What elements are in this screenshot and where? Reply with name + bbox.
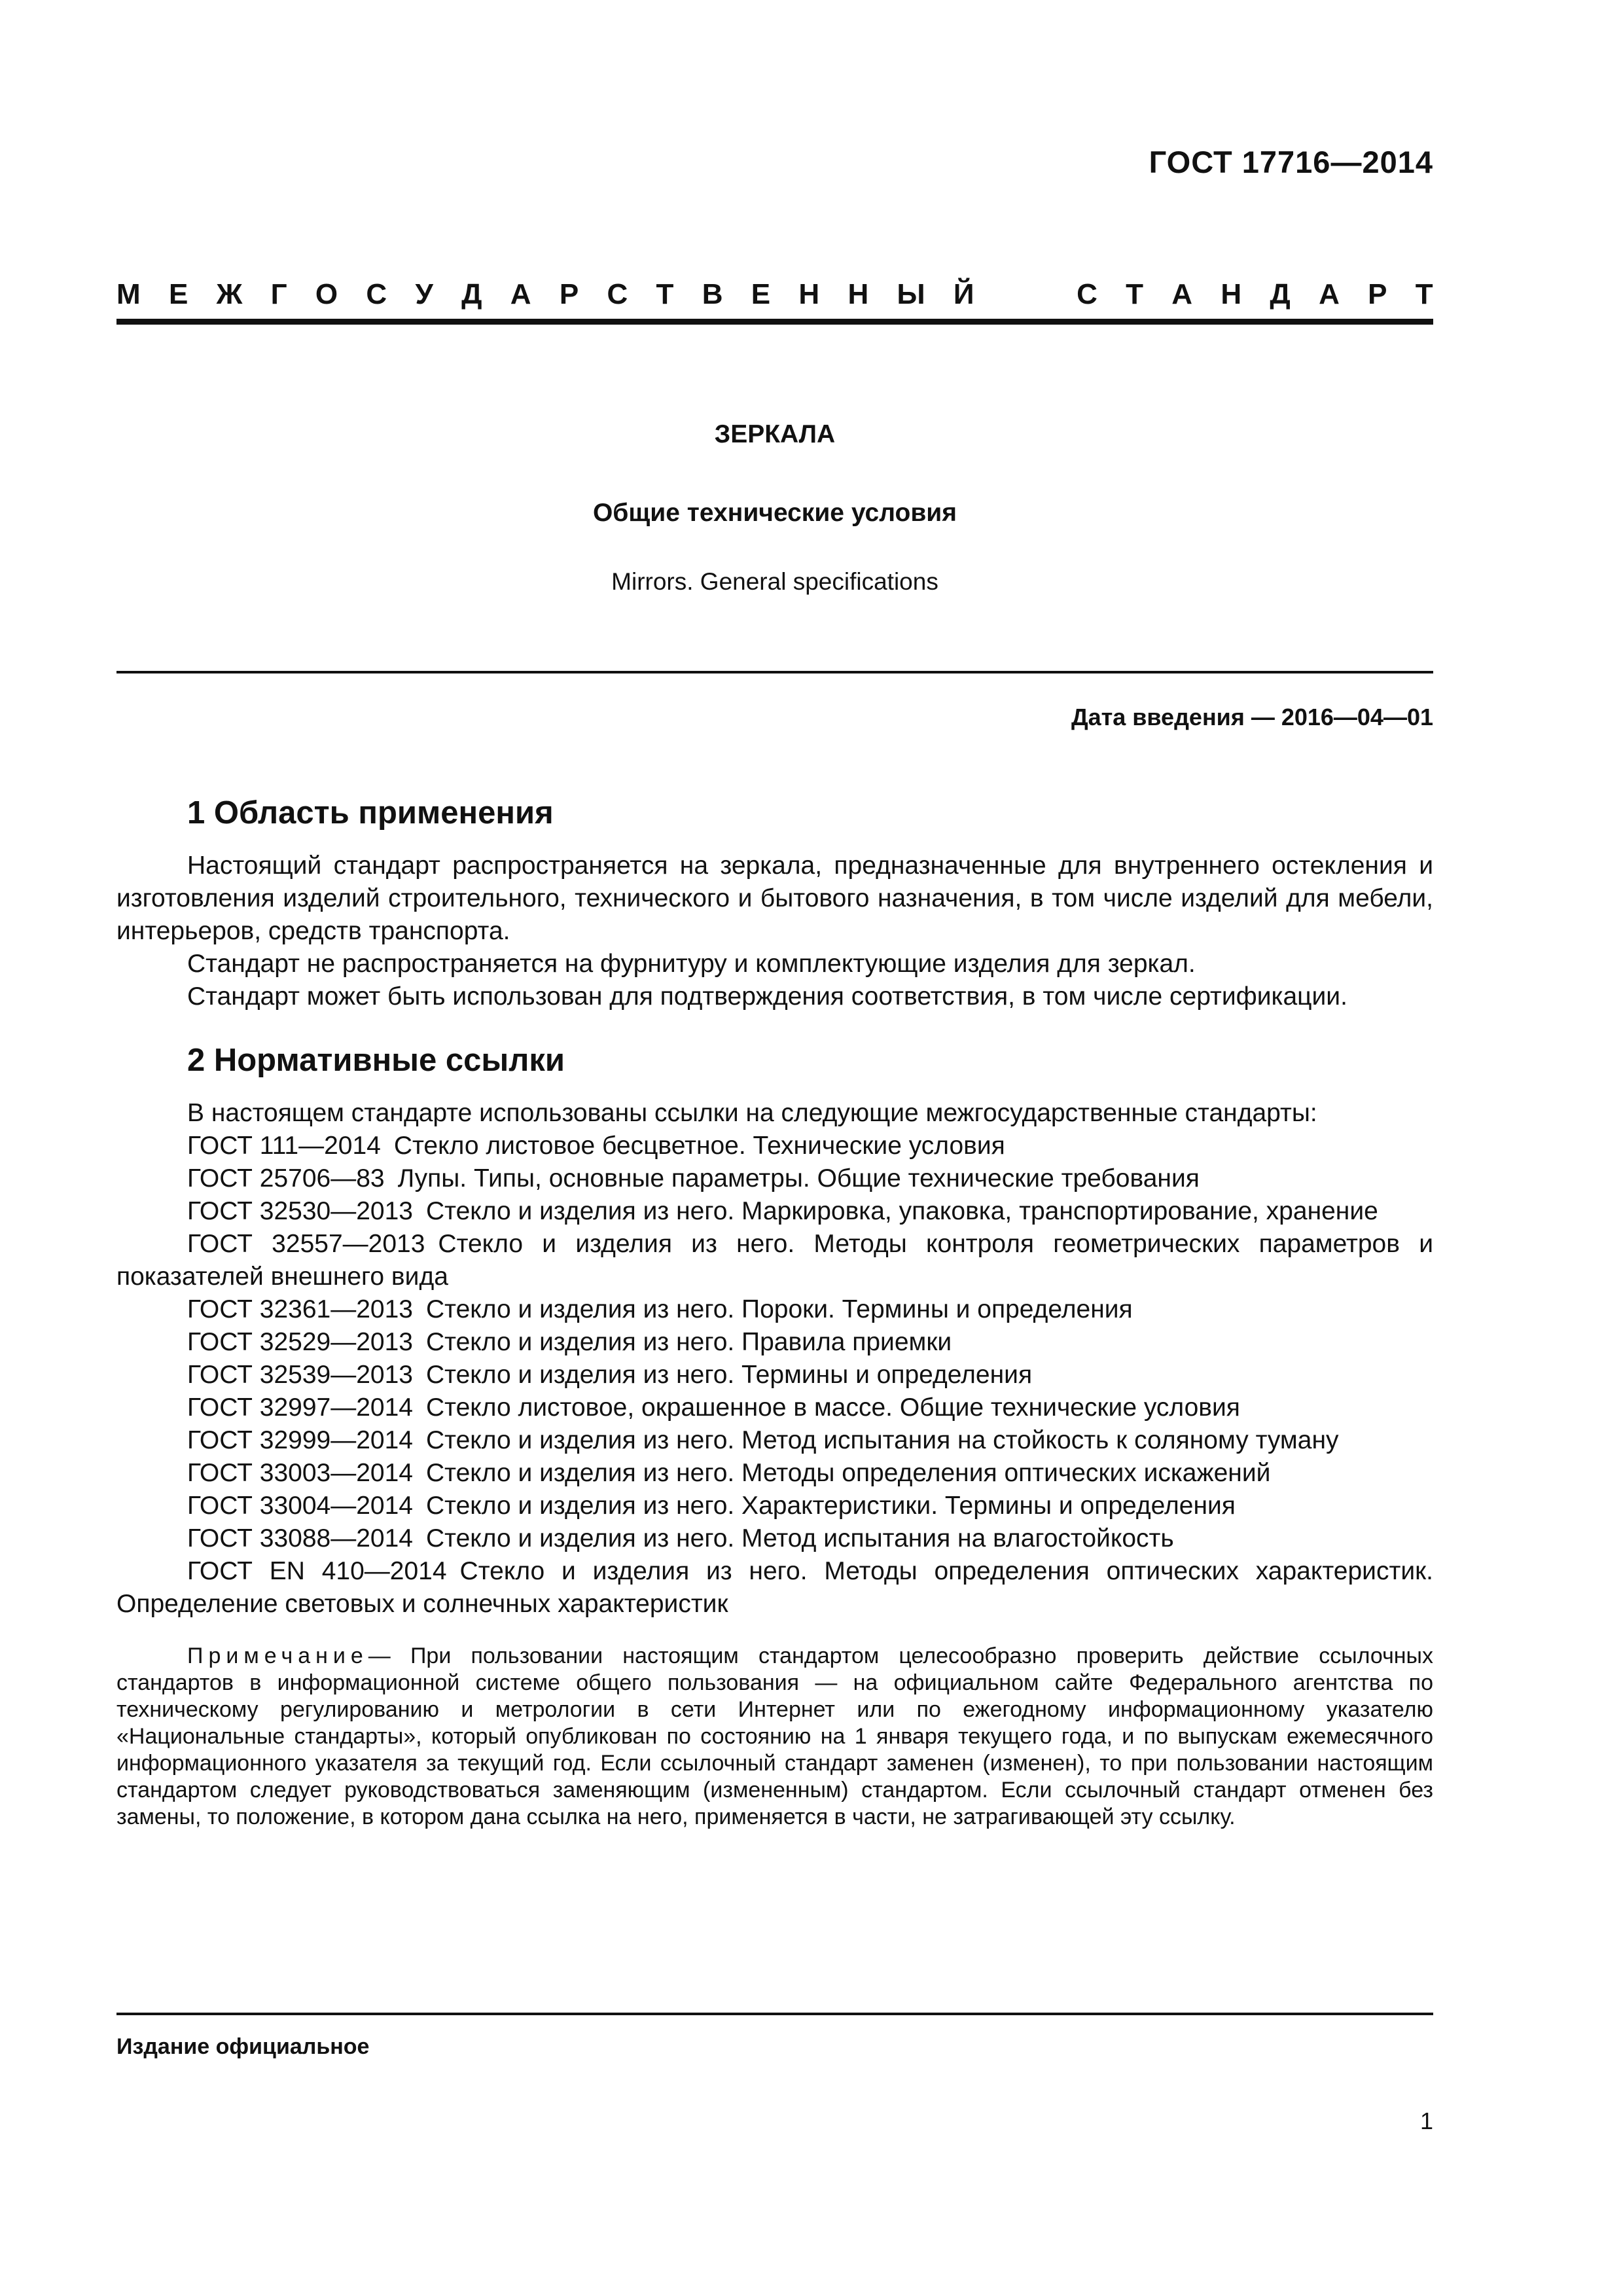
std-type-letter: Р [559, 278, 579, 310]
document-subtitle: Общие технические условия [592, 499, 957, 527]
reference-title: Стекло и изделия из него. Метод испытания на стойкость к соляному туману [426, 1426, 1339, 1454]
reference-title: Стекло и изделия из него. Характеристики. Термины и определения [426, 1492, 1236, 1520]
std-type-letter: С [366, 278, 387, 310]
reference-code: ГОСТ 32557—2013 [187, 1230, 425, 1258]
reference-code: ГОСТ 33088—2014 [187, 1524, 414, 1552]
std-type-letter: Й [953, 278, 974, 310]
std-type-letter: С [607, 278, 628, 310]
section-1-body [116, 850, 1433, 1013]
reference-title: Стекло и изделия из него. Методы определения оптических характеристик. Определение световых и солнечных характеристик [116, 1557, 1434, 1618]
reference-item [116, 1522, 1433, 1555]
reference-title: Лупы. Типы, основные параметры. Общие технические требования [397, 1164, 1200, 1193]
reference-title: Стекло и изделия из него. Методы определения оптических искажений [426, 1459, 1271, 1487]
note-text: — При пользовании настоящим стандартом целесообразно проверить действие ссылочных стандартов в информационной системе общего пользования — на официальном сайте Федерального агентства по техническому регулированию и метрологии в сети Интернет или по ежегодному информационному указателю «Национальные стандарты», который опубликован по состоянию на 1 января текущего года, и по выпускам ежемесячного информационного указателя за текущий год. Если ссылочный стандарт заменен (изменен), то при пользовании настоящим стандартом следует руководствоваться заменяющим (измененным) стандартом. Если ссылочный стандарт отменен без замены, то положение, в котором дана ссылка на него, применяется в части, не затрагивающей эту ссылку. [116, 1643, 1433, 1829]
section-2-body [116, 1097, 1433, 1831]
reference-code: ГОСТ 32361—2013 [187, 1295, 414, 1323]
reference-list [116, 1130, 1433, 1621]
reference-title: Стекло листовое, окрашенное в массе. Общие технические условия [426, 1393, 1240, 1422]
introduction-date: Дата введения — 2016—04—01 [1071, 704, 1433, 730]
reference-code: ГОСТ 32997—2014 [187, 1393, 414, 1422]
reference-item [116, 1326, 1433, 1359]
paragraph: Стандарт не распространяется на фурнитуру и комплектующие изделия для зеркал. [187, 950, 1196, 978]
document-title: ЗЕРКАЛА [714, 420, 836, 448]
std-type-letter: Р [1368, 278, 1387, 310]
std-type-letter: Т [1126, 278, 1144, 310]
std-type-letter: А [510, 278, 531, 310]
std-type-letter: У [415, 278, 433, 310]
reference-title: Стекло и изделия из него. Термины и определения [426, 1361, 1033, 1389]
reference-code: ГОСТ 33003—2014 [187, 1459, 414, 1487]
edition-label: Издание официальное [116, 2034, 370, 2059]
reference-item [116, 1293, 1433, 1326]
reference-code: ГОСТ 33004—2014 [187, 1492, 414, 1520]
reference-title: Стекло и изделия из него. Маркировка, упаковка, транспортирование, хранение [426, 1197, 1378, 1225]
std-type-letter: А [1171, 278, 1193, 310]
header-divider [116, 319, 1433, 325]
std-type-letter: Е [751, 278, 771, 310]
reference-item [116, 1130, 1433, 1162]
paragraph: Стандарт может быть использован для подтверждения соответствия, в том числе сертификации. [187, 982, 1347, 1011]
std-type-letter: Е [168, 278, 188, 310]
document-code: ГОСТ 17716—2014 [1149, 145, 1433, 179]
reference-title: Стекло и изделия из него. Методы контроля геометрических параметров и показателей внешнего вида [116, 1230, 1433, 1291]
reference-title: Стекло и изделия из него. Пороки. Термины и определения [426, 1295, 1133, 1323]
std-type-letter: Д [1270, 278, 1291, 310]
reference-code: ГОСТ 111—2014 [187, 1132, 381, 1160]
reference-item [116, 1490, 1433, 1522]
reference-item [116, 1391, 1433, 1424]
title-divider [116, 671, 1433, 673]
reference-code: ГОСТ 32999—2014 [187, 1426, 414, 1454]
std-type-letter: Д [461, 278, 482, 310]
reference-item [116, 1424, 1433, 1457]
std-type-letter: О [315, 278, 338, 310]
reference-item [116, 1457, 1433, 1490]
std-type-letter: М [116, 278, 141, 310]
reference-code: ГОСТ 32529—2013 [187, 1328, 414, 1356]
section-1-heading: 1 Область применения [187, 795, 554, 831]
page-number: 1 [1419, 2108, 1433, 2134]
reference-code: ГОСТ 32539—2013 [187, 1361, 414, 1389]
std-type-letter: Ы [897, 278, 925, 310]
footer-divider [116, 2013, 1433, 2015]
std-type-letter: Н [1221, 278, 1242, 310]
note-paragraph [116, 1643, 1433, 1831]
paragraph: Настоящий стандарт распространяется на зеркала, предназначенные для внутреннего остекления и изготовления изделий строительного, технического и бытового назначения, в том числе изделий для мебели, интерьеров, средств транспорта. [116, 852, 1433, 945]
standard-type-heading [116, 278, 1433, 311]
reference-title: Стекло и изделия из него. Метод испытания на влагостойкость [426, 1524, 1174, 1552]
title-block [116, 419, 1433, 597]
std-type-letter: Ж [216, 278, 243, 310]
std-type-letter: А [1319, 278, 1340, 310]
std-type-letter: Н [847, 278, 869, 310]
reference-item [116, 1162, 1433, 1195]
reference-code: ГОСТ 32530—2013 [187, 1197, 414, 1225]
std-type-letter: С [1077, 278, 1097, 310]
section-2-heading: 2 Нормативные ссылки [187, 1043, 565, 1078]
reference-title: Стекло и изделия из него. Правила приемки [426, 1328, 952, 1356]
document-body [116, 792, 1433, 1853]
reference-item [116, 1359, 1433, 1391]
std-type-letter: Г [270, 278, 287, 310]
reference-item [116, 1228, 1433, 1293]
reference-item [116, 1195, 1433, 1228]
reference-code: ГОСТ 25706—83 [187, 1164, 385, 1193]
reference-code: ГОСТ EN 410—2014 [187, 1557, 447, 1585]
reference-item [116, 1555, 1433, 1621]
references-intro: В настоящем стандарте использованы ссылки на следующие межгосударственные стандарты: [187, 1099, 1317, 1127]
document-page [116, 0, 1433, 2296]
note-label: Примечание [187, 1643, 368, 1668]
english-title: Mirrors. General specifications [611, 568, 938, 595]
reference-title: Стекло листовое бесцветное. Технические условия [393, 1132, 1005, 1160]
std-type-letter: В [702, 278, 723, 310]
std-type-letter: Т [1415, 278, 1433, 310]
std-type-letter: Н [798, 278, 820, 310]
std-type-letter: Т [656, 278, 674, 310]
